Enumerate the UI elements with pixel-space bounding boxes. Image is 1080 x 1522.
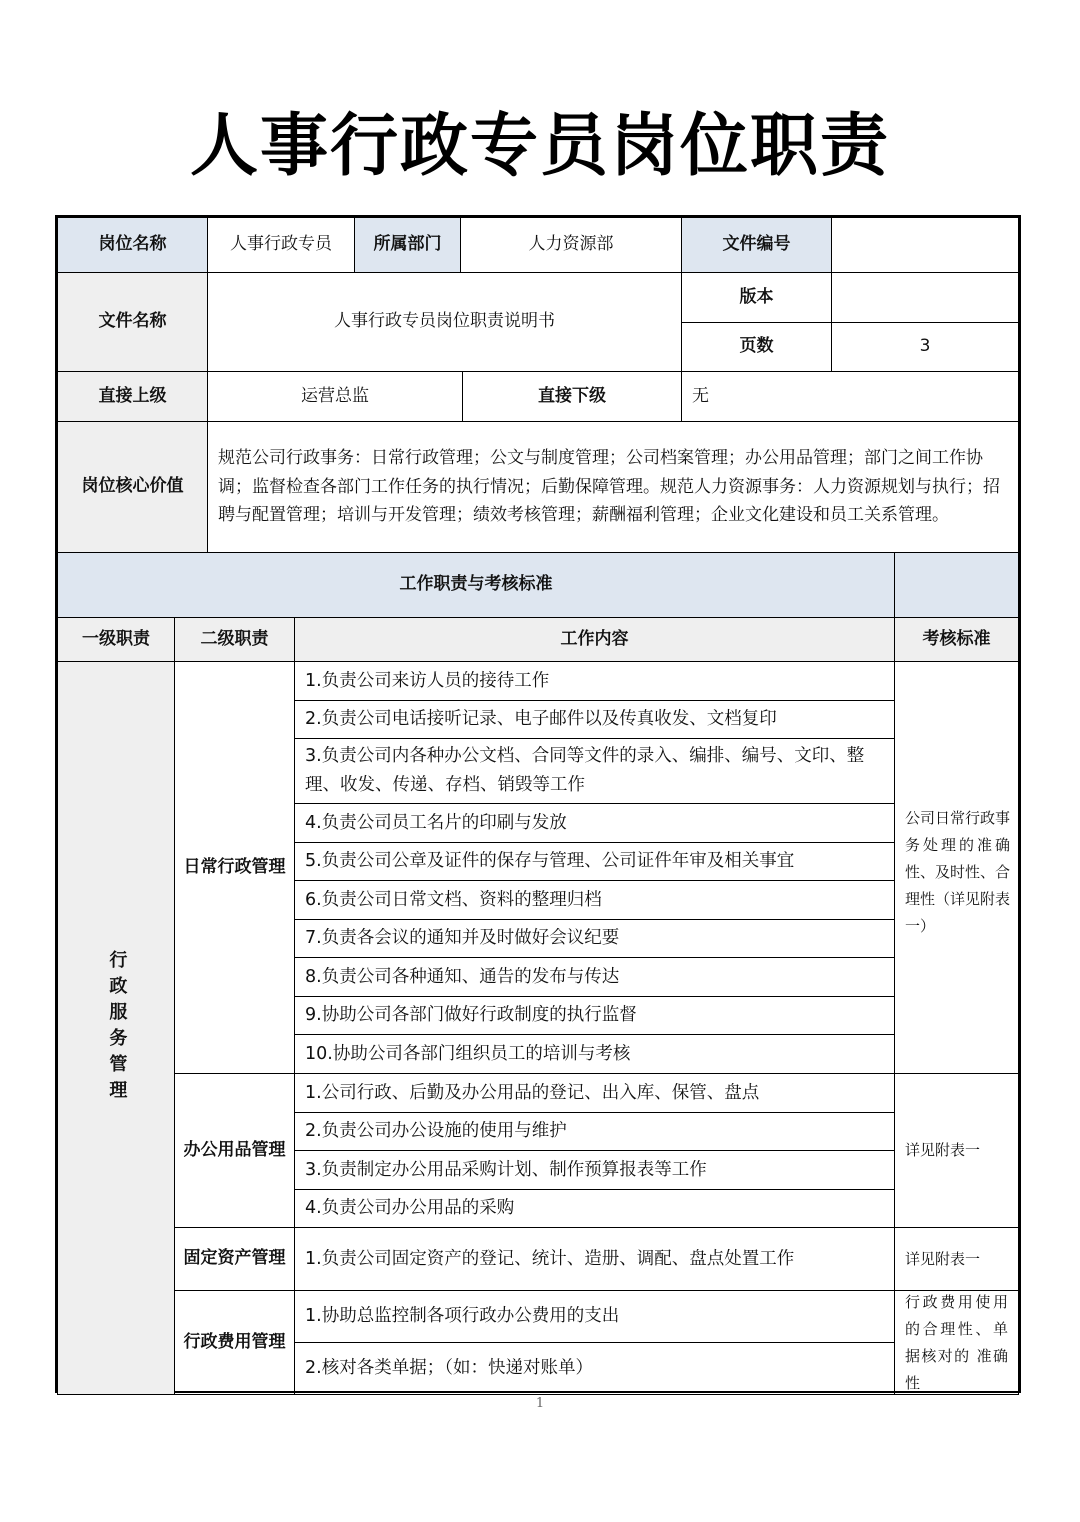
job-description-table: [55, 215, 1021, 1393]
criteria-text: 详见附表一: [894, 1227, 1019, 1291]
level2-duty: 行政费用管理: [174, 1290, 295, 1395]
content-item: 2.核对各类单据；（如：快递对账单）: [294, 1342, 895, 1395]
direct-superior-label: 直接上级: [57, 371, 208, 422]
level2-duty: 固定资产管理: [174, 1227, 295, 1291]
core-value-label: 岗位核心价值: [57, 421, 208, 553]
level1-duty-cell: [57, 661, 175, 1395]
content-item: 1.公司行政、后勤及办公用品的登记、出入库、保管、盘点: [294, 1073, 895, 1113]
file-number-label: 文件编号: [681, 217, 832, 273]
criteria-text: 详见附表一: [894, 1073, 1019, 1228]
level1-duty-text: 行政服务管理: [106, 950, 128, 1106]
criteria-text: 公司日常行政事务处理的准确性、及时性、合理性（详见附表一）: [905, 809, 1011, 935]
content-item: 4.负责公司办公用品的采购: [294, 1189, 895, 1228]
column-header-level1: 一级职责: [57, 617, 175, 662]
content-item: 5.负责公司公章及证件的保存与管理、公司证件年审及相关事宜: [294, 842, 895, 881]
core-value-text: 规范公司行政事务：日常行政管理；公文与制度管理；公司档案管理；办公用品管理；部门之间工作协调；监督检查各部门工作任务的执行情况；后勤保障管理。规范人力资源事务：人力资源规划与执行；招聘与配置管理；培训与开发管理；绩效考核管理；薪酬福利管理；企业文化建设和员工关系管理。: [207, 421, 1019, 553]
column-header-content: 工作内容: [294, 617, 895, 662]
document-title: 人事行政专员岗位职责: [189, 107, 890, 186]
content-item: 4.负责公司员工名片的印刷与发放: [294, 803, 895, 843]
content-item: 3.负责制定办公用品采购计划、制作预算报表等工作: [294, 1150, 895, 1190]
position-name-value: 人事行政专员: [207, 217, 355, 273]
content-item: 9.协助公司各部门做好行政制度的执行监督: [294, 996, 895, 1035]
direct-subordinate-label: 直接下级: [462, 371, 682, 422]
direct-superior-value: 运营总监: [207, 371, 463, 422]
column-header-level2: 二级职责: [174, 617, 295, 662]
file-name-label: 文件名称: [57, 272, 208, 372]
content-item: 6.负责公司日常文档、资料的整理归档: [294, 880, 895, 920]
pages-label: 页数: [681, 322, 832, 372]
content-item: 7.负责各会议的通知并及时做好会议纪要: [294, 919, 895, 958]
direct-subordinate-value: 无: [681, 371, 1019, 422]
level2-duty: 办公用品管理: [174, 1073, 295, 1228]
content-item: 3.负责公司内各种办公文档、合同等文件的录入、编排、编号、文印、整理、收发、传递、存档、销毁等工作: [294, 738, 895, 804]
section-title-blank: [894, 552, 1019, 618]
file-name-value: 人事行政专员岗位职责说明书: [207, 272, 682, 372]
department-value: 人力资源部: [460, 217, 682, 273]
level2-duty: 日常行政管理: [174, 661, 295, 1074]
content-item: 1.负责公司固定资产的登记、统计、造册、调配、盘点处置工作: [294, 1227, 895, 1291]
content-item: 2.负责公司办公设施的使用与维护: [294, 1112, 895, 1151]
criteria-text: 行政费用使用的合理性、单据核对的 准确性: [894, 1290, 1019, 1395]
content-item: 2.负责公司电话接听记录、电子邮件以及传真收发、文档复印: [294, 700, 895, 739]
criteria-cell: [894, 661, 1019, 1074]
content-item: 1.负责公司来访人员的接待工作: [294, 661, 895, 701]
content-item: 10.协助公司各部门组织员工的培训与考核: [294, 1034, 895, 1074]
file-number-value: [831, 217, 1019, 273]
position-name-label: 岗位名称: [57, 217, 208, 273]
column-header-criteria: 考核标准: [894, 617, 1019, 662]
content-item: 8.负责公司各种通知、通告的发布与传达: [294, 957, 895, 997]
version-value: [831, 272, 1019, 323]
version-label: 版本: [681, 272, 832, 323]
section-title: 工作职责与考核标准: [57, 552, 895, 618]
page-number: 1: [535, 1396, 545, 1411]
content-item: 1.协助总监控制各项行政办公费用的支出: [294, 1290, 895, 1343]
department-label: 所属部门: [354, 217, 461, 273]
pages-value: 3: [831, 322, 1019, 372]
